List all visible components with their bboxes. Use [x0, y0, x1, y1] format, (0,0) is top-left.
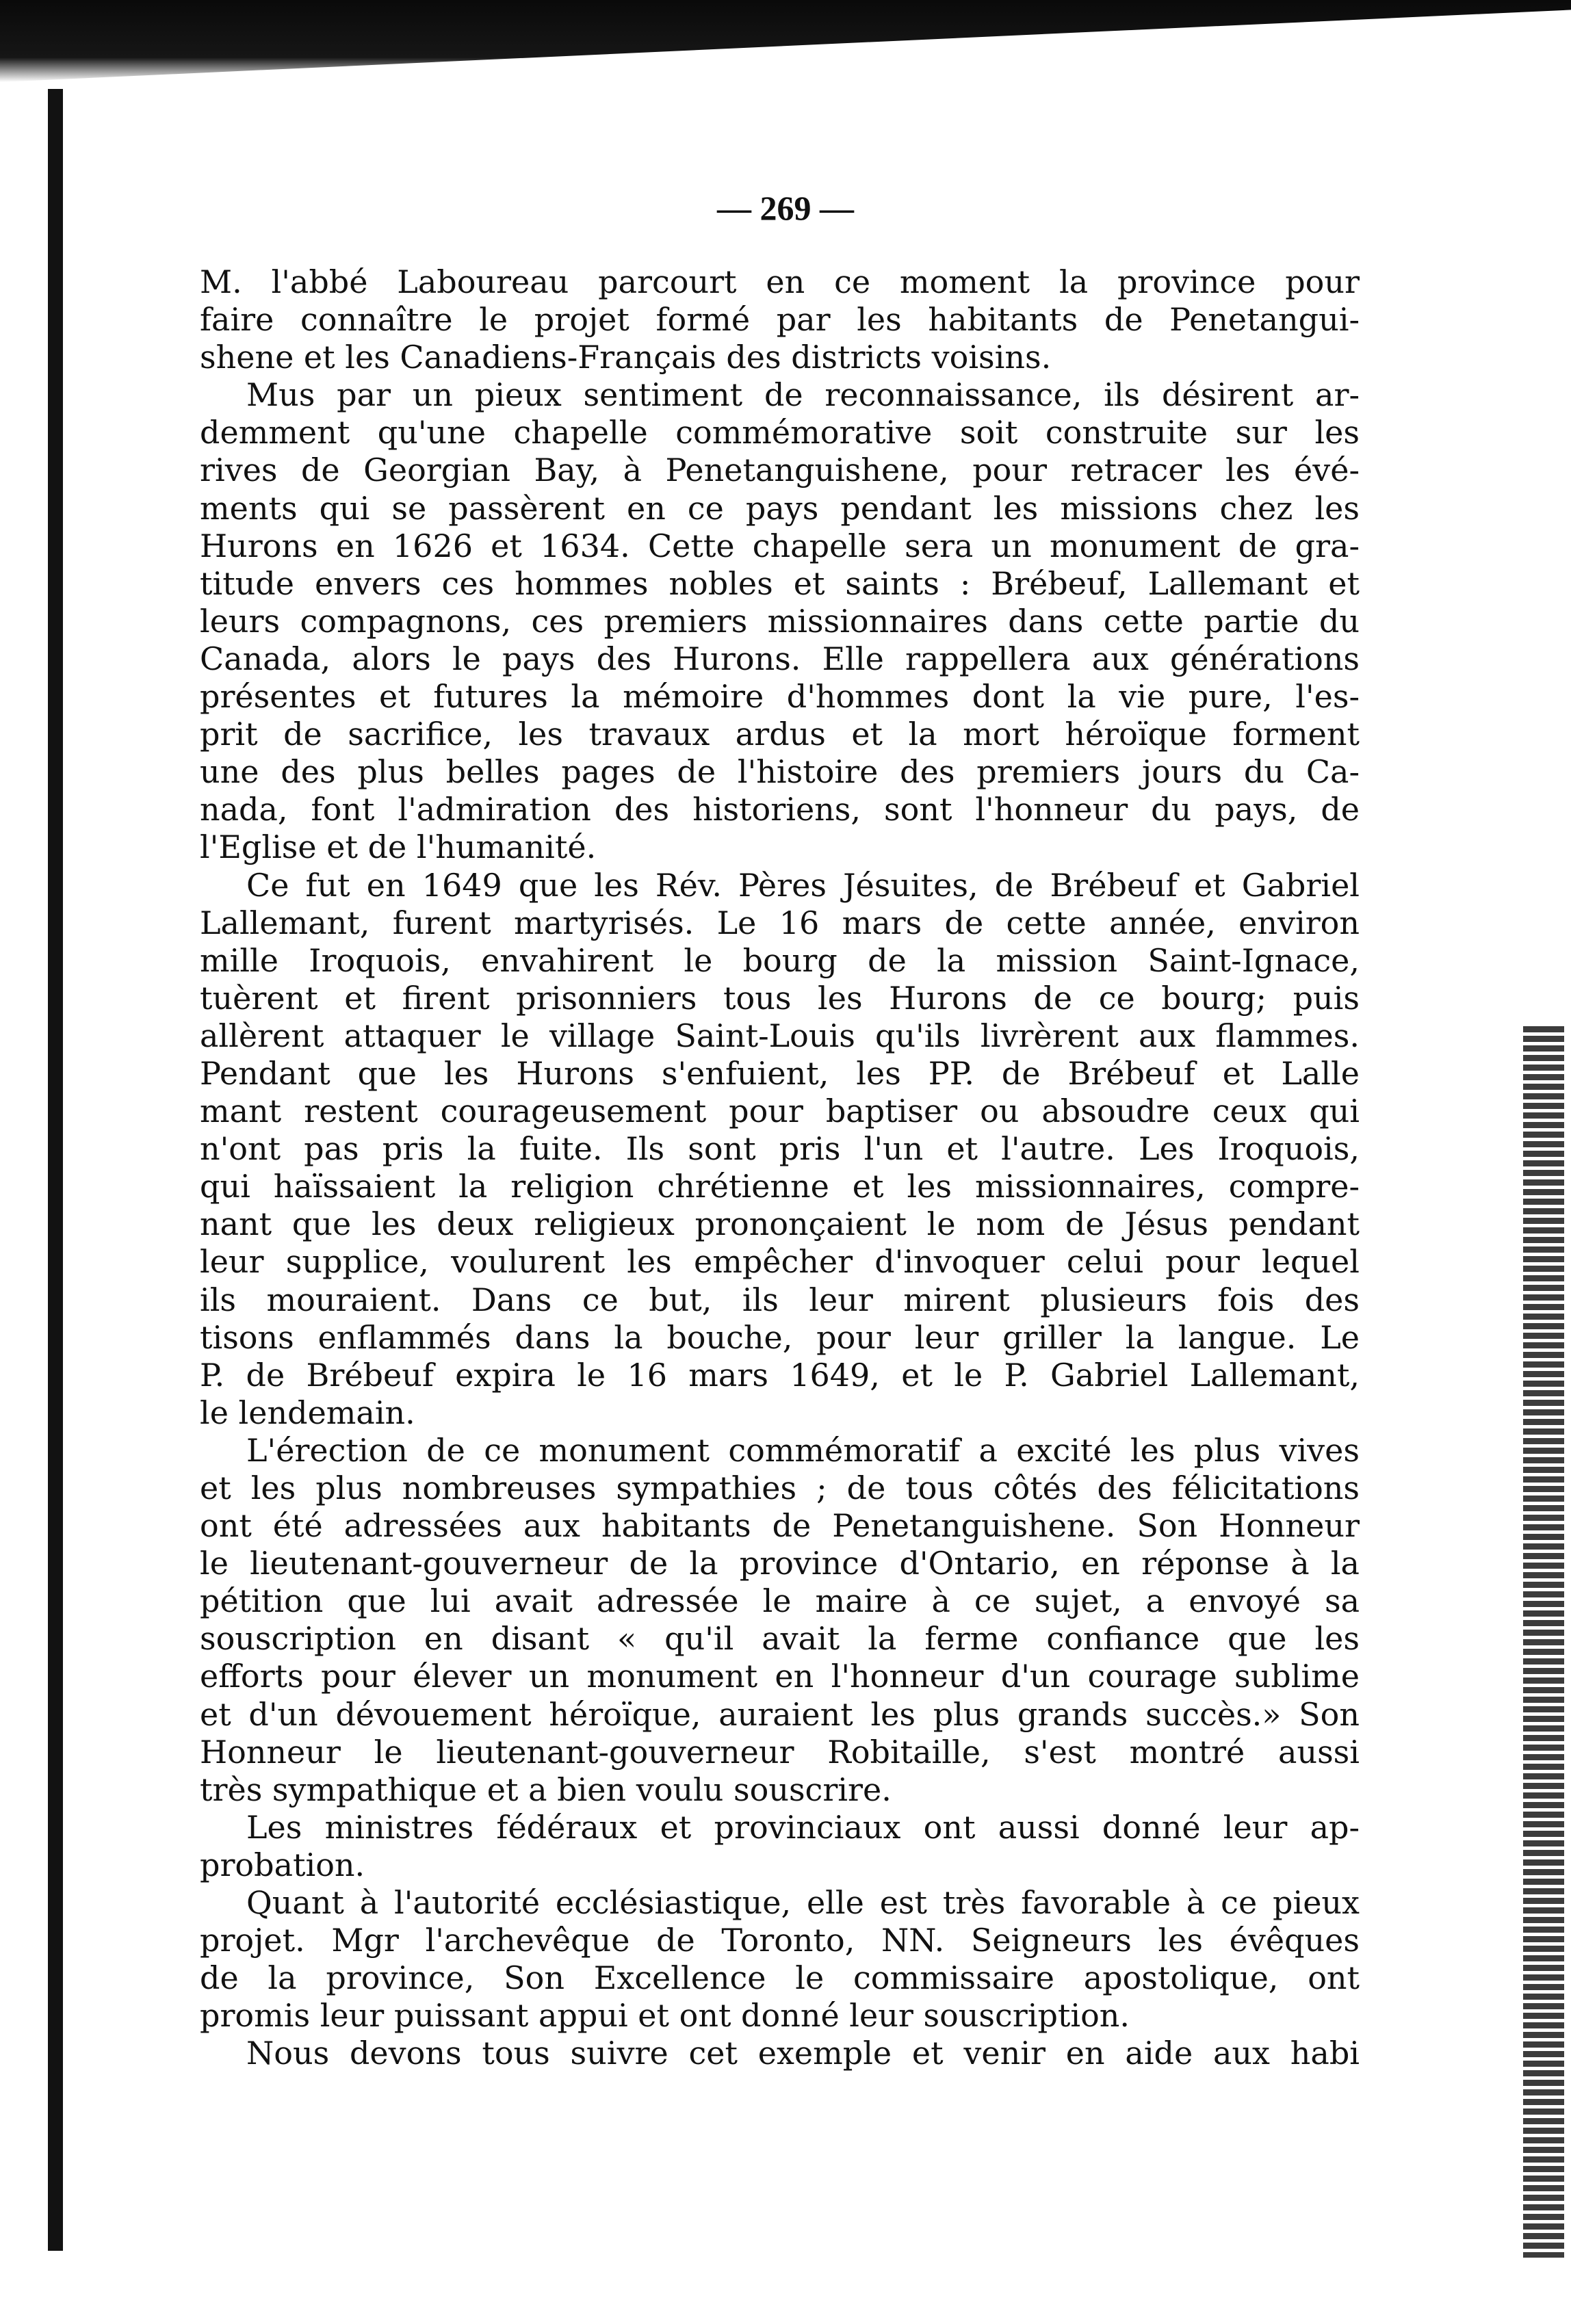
scan-right-edge: [1523, 1026, 1564, 2258]
text-line: promis leur puissant appui et ont donné leur souscription.: [200, 1997, 1130, 2035]
text-line: Pendant que les Hurons s'enfuient, les PP. de Brébeuf et Lalle: [200, 1054, 1360, 1092]
text-line: et les plus nombreuses sympathies ; de tous côtés des félicitations: [200, 1470, 1360, 1506]
text-line: prit de sacrifice, les travaux ardus et la mort héroïque forment: [200, 716, 1360, 753]
text-line: ils mouraient. Dans ce but, ils leur mirent plusieurs fois des: [200, 1281, 1360, 1318]
text-line: présentes et futures la mémoire d'hommes dont la vie pure, l'es-: [200, 678, 1360, 716]
text-line: mille Iroquois, envahirent le bourg de la mission Saint-Ignace,: [200, 941, 1360, 979]
text-line: allèrent attaquer le village Saint-Louis qu'ils livrèrent aux flammes.: [200, 1017, 1360, 1054]
text-line: l'Eglise et de l'humanité.: [200, 828, 597, 866]
text-line: titude envers ces hommes nobles et saints : Brébeuf, Lallemant et: [200, 564, 1360, 602]
text-line: Lallemant, furent martyrisés. Le 16 mars de cette année, environ: [200, 904, 1360, 941]
text-line: faire connaître le projet formé par les habitants de Penetangui-: [200, 301, 1360, 339]
text-line: ments qui se passèrent en ce pays pendant les missions chez les: [200, 489, 1360, 527]
text-line: leur supplice, voulurent les empêcher d'invoquer celui pour lequel: [200, 1243, 1360, 1281]
text-line: le lieutenant-gouverneur de la province d'Ontario, en réponse à la: [200, 1545, 1360, 1582]
text-line: projet. Mgr l'archevêque de Toronto, NN. Seigneurs les évêques: [200, 1922, 1360, 1959]
text-line: ont été adressées aux habitants de Penetanguishene. Son Honneur: [200, 1507, 1360, 1545]
text-line: de la province, Son Excellence le commissaire apostolique, ont: [200, 1959, 1360, 1997]
text-line: shene et les Canadiens-Français des districts voisins.: [200, 339, 1052, 376]
text-line: souscription en disant « qu'il avait la ferme confiance que les: [200, 1620, 1360, 1658]
text-line: P. de Brébeuf expira le 16 mars 1649, et le P. Gabriel Lallemant,: [200, 1356, 1360, 1394]
scan-top-border: [0, 0, 1571, 82]
text-line: rives de Georgian Bay, à Penetanguishene, pour retracer les évé-: [200, 452, 1360, 489]
text-line: Honneur le lieutenant-gouverneur Robitaille, s'est montré aussi: [200, 1733, 1360, 1771]
text-line: Les ministres fédéraux et provinciaux ont aussi donné leur ap-: [246, 1808, 1360, 1846]
text-line: leurs compagnons, ces premiers missionnaires dans cette partie du: [200, 602, 1360, 640]
text-line: tisons enflammés dans la bouche, pour leur griller la langue. Le: [200, 1318, 1360, 1356]
page-number: — 269 —: [717, 189, 854, 227]
text-line: le lendemain.: [200, 1394, 415, 1431]
text-line: une des plus belles pages de l'histoire des premiers jours du Ca-: [200, 753, 1360, 791]
text-line: très sympathique et a bien voulu souscrire.: [200, 1771, 892, 1808]
text-line: demment qu'une chapelle commémorative soit construite sur les: [200, 414, 1360, 452]
text-line: Quant à l'autorité ecclésiastique, elle est très favorable à ce pieux: [246, 1884, 1360, 1922]
text-line: Hurons en 1626 et 1634. Cette chapelle sera un monument de gra-: [200, 527, 1360, 564]
text-line: Ce fut en 1649 que les Rév. Pères Jésuites, de Brébeuf et Gabriel: [246, 866, 1360, 904]
text-line: Nous devons tous suivre cet exemple et venir en aide aux habi: [246, 2035, 1360, 2072]
text-line: Mus par un pieux sentiment de reconnaissance, ils désirent ar-: [246, 376, 1360, 414]
body-text: [200, 263, 1360, 2073]
text-line: pétition que lui avait adressée le maire à ce sujet, a envoyé sa: [200, 1582, 1360, 1620]
scan-left-border: [48, 89, 63, 2251]
text-line: probation.: [200, 1846, 365, 1883]
text-line: Canada, alors le pays des Hurons. Elle rappellera aux générations: [200, 640, 1360, 677]
text-line: tuèrent et firent prisonniers tous les Hurons de ce bourg; puis: [200, 979, 1360, 1017]
text-line: n'ont pas pris la fuite. Ils sont pris l'un et l'autre. Les Iroquois,: [200, 1130, 1360, 1168]
text-line: L'érection de ce monument commémoratif a excité les plus vives: [246, 1431, 1360, 1469]
text-line: nant que les deux religieux prononçaient le nom de Jésus pendant: [200, 1205, 1360, 1243]
text-line: M. l'abbé Laboureau parcourt en ce moment la province pour: [200, 263, 1360, 300]
text-line: et d'un dévouement héroïque, auraient les plus grands succès.» Son: [200, 1695, 1360, 1733]
text-line: nada, font l'admiration des historiens, sont l'honneur du pays, de: [200, 791, 1360, 828]
text-line: mant restent courageusement pour baptiser ou absoudre ceux qui: [200, 1093, 1360, 1130]
text-line: qui haïssaient la religion chrétienne et les missionnaires, compre-: [200, 1168, 1360, 1205]
text-line: efforts pour élever un monument en l'honneur d'un courage sublime: [200, 1658, 1360, 1695]
